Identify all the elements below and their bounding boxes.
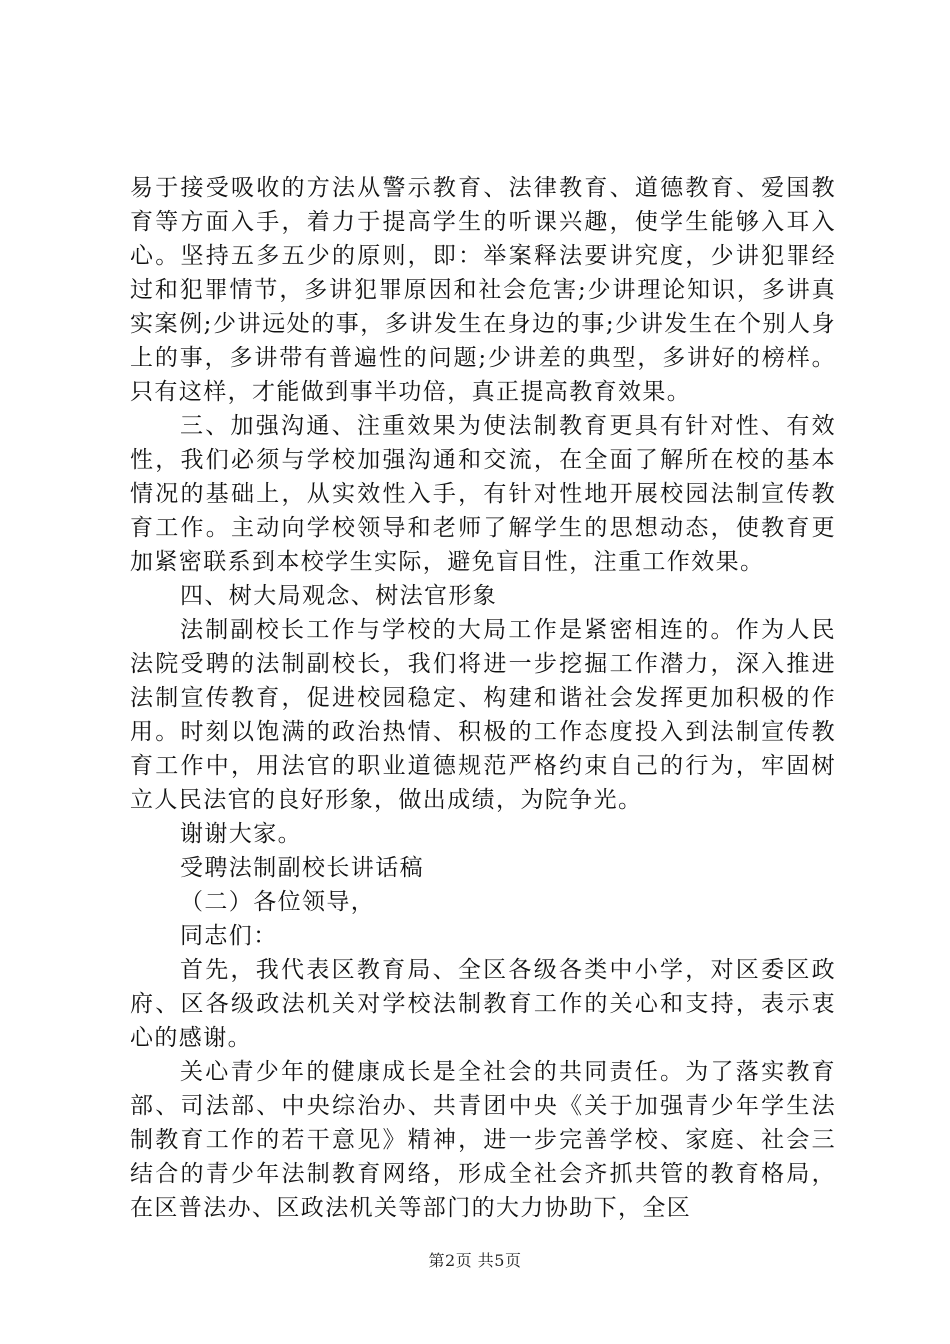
salutation-comrades: 同志们： xyxy=(180,923,278,949)
paragraph-5: 关心青少年的健康成长是全社会的共同责任。为了落实教育部、司法部、中央综治办、共青团中央《关于加强青少年学生法制教育工作的若干意见》精神，进一步完善学校、家庭、社会三结合的青少年法制教育网络，形成全社会齐抓共管的教育格局，在区普法办、区政法机关等部门的大力协助下，全区 xyxy=(130,1059,836,1221)
section-heading-4: 四、树大局观念、树法官形象 xyxy=(180,583,498,609)
paragraph-3: 法制副校长工作与学校的大局工作是紧密相连的。作为人民法院受聘的法制副校长，我们将进一步挖掘工作潜力，深入推进法制宣传教育，促进校园稳定、构建和谐社会发挥更加积极的作用。时刻以饱满的政治热情、积极的工作态度投入到法制宣传教育工作中，用法官的职业道德规范严格约束自己的行为，牢固树立人民法官的良好形象，做出成绩，为院争光。 xyxy=(130,617,836,813)
salutation-leaders: （二）各位领导， xyxy=(180,889,376,915)
paragraph-1: 易于接受吸收的方法从警示教育、法律教育、道德教育、爱国教育等方面入手，着力于提高学生的听课兴趣，使学生能够入耳入心。坚持五多五少的原则，即：举案释法要讲究度，少讲犯罪经过和犯罪情节，多讲犯罪原因和社会危害;少讲理论知识，多讲真实案例;少讲远处的事，多讲发生在身边的事;少讲发生在个别人身上的事，多讲带有普遍性的问题;少讲差的典型，多讲好的榜样。只有这样，才能做到事半功倍，真正提高教育效果。 xyxy=(130,175,836,405)
speech-title: 受聘法制副校长讲话稿 xyxy=(180,855,424,881)
paragraph-4: 首先，我代表区教育局、全区各级各类中小学，对区委区政府、区各级政法机关对学校法制教育工作的关心和支持，表示衷心的感谢。 xyxy=(130,957,836,1051)
closing-thanks: 谢谢大家。 xyxy=(180,821,302,847)
page-number-footer: 第2页 共5页 xyxy=(428,1251,522,1270)
paragraph-2: 三、加强沟通、注重效果为使法制教育更具有针对性、有效性，我们必须与学校加强沟通和交流，在全面了解所在校的基本情况的基础上，从实效性入手，有针对性地开展校园法制宣传教育工作。主动向学校领导和老师了解学生的思想动态，使教育更加紧密联系到本校学生实际，避免盲目性，注重工作效果。 xyxy=(130,413,836,575)
document-body xyxy=(130,171,836,1225)
